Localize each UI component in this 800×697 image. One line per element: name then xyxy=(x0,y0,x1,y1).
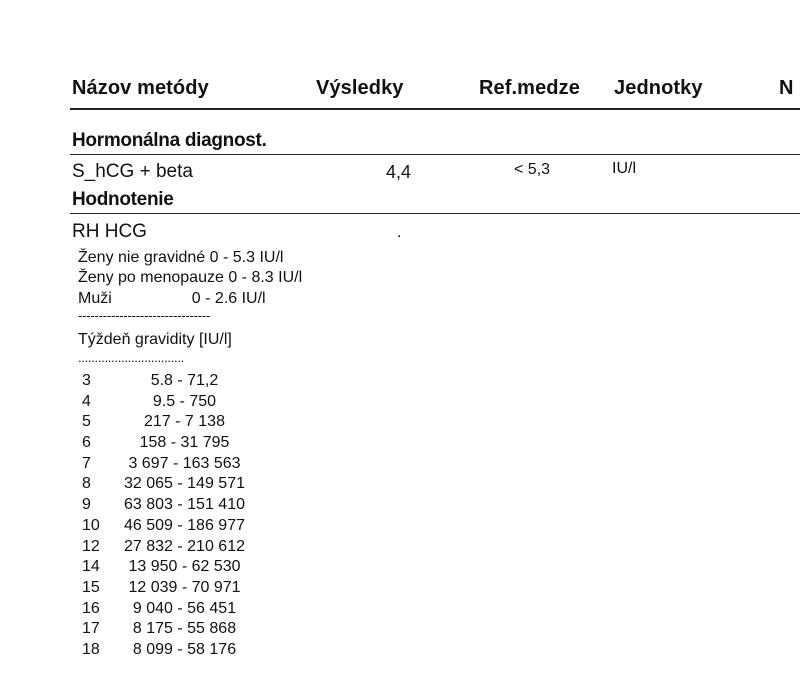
table-row xyxy=(82,454,342,475)
week-number: 14 xyxy=(82,558,100,576)
table-row xyxy=(82,619,342,640)
table-row xyxy=(82,392,342,413)
week-number: 5 xyxy=(82,413,91,431)
week-number: 4 xyxy=(82,392,91,410)
column-header-results: Výsledky xyxy=(316,77,404,99)
gestation-table xyxy=(82,371,342,661)
table-row xyxy=(82,474,342,495)
test-ref-range: < 5,3 xyxy=(514,161,551,178)
week-range: 9 040 - 56 451 xyxy=(132,599,237,617)
evaluation-divider xyxy=(70,213,800,214)
week-range: 158 - 31 795 xyxy=(139,434,230,452)
table-row xyxy=(82,537,342,558)
week-number: 17 xyxy=(82,620,100,638)
week-range: 63 803 - 151 410 xyxy=(124,496,245,514)
table-row xyxy=(82,412,342,433)
week-range: 27 832 - 210 612 xyxy=(124,537,245,555)
column-header-method: Názov metódy xyxy=(72,77,209,99)
reference-line-men: Muži 0 - 2.6 IU/l xyxy=(78,290,266,307)
week-number: 3 xyxy=(82,372,91,389)
week-number: 10 xyxy=(82,516,100,534)
test-name: S_hCG + beta xyxy=(72,161,193,182)
evaluation-section-title: Hodnotenie xyxy=(72,189,174,210)
week-range: 3 697 - 163 563 xyxy=(128,454,241,472)
section-title: Hormonálna diagnost. xyxy=(72,130,267,151)
test-units: IU/l xyxy=(612,160,636,177)
week-number: 6 xyxy=(82,434,91,452)
section-divider xyxy=(70,154,800,155)
week-number: 8 xyxy=(82,475,91,493)
table-row xyxy=(82,599,342,620)
week-number: 18 xyxy=(82,640,100,658)
week-range: 46 509 - 186 977 xyxy=(124,516,245,534)
table-row xyxy=(82,516,342,537)
evaluation-title: RH HCG xyxy=(72,221,147,242)
column-header-units: Jednotky xyxy=(614,77,703,99)
table-row xyxy=(82,433,342,454)
week-number: 9 xyxy=(82,496,91,514)
column-header-ref: Ref.medze xyxy=(479,77,580,99)
week-range: 8 099 - 58 176 xyxy=(132,640,237,658)
week-range: 13 950 - 62 530 xyxy=(128,558,241,576)
week-range: 217 - 7 138 xyxy=(144,413,225,431)
week-range: 8 175 - 55 868 xyxy=(132,620,237,638)
week-range: 32 065 - 149 571 xyxy=(124,475,245,493)
week-range: 12 039 - 70 971 xyxy=(128,578,241,596)
week-range: 9.5 - 750 xyxy=(152,392,217,410)
separator-line: -------------------------------- xyxy=(78,308,211,323)
table-row xyxy=(82,578,342,599)
dotted-separator: ................................ xyxy=(78,350,184,365)
table-row xyxy=(82,495,342,516)
table-row xyxy=(82,557,342,578)
reference-line-menopause: Ženy po menopauze 0 - 8.3 IU/l xyxy=(78,269,303,286)
week-range: 5.8 - 71,2 xyxy=(150,372,219,389)
reference-line-nonpregnant: Ženy nie gravidné 0 - 5.3 IU/l xyxy=(78,249,284,266)
header-divider xyxy=(70,108,800,110)
week-number: 15 xyxy=(82,578,100,596)
table-row xyxy=(82,640,342,661)
test-result: 4,4 xyxy=(386,162,412,182)
table-row xyxy=(82,371,342,392)
gestation-table-header: Týždeň gravidity [IU/l] xyxy=(78,331,232,348)
week-number: 16 xyxy=(82,599,100,617)
week-number: 7 xyxy=(82,454,91,472)
column-header-truncated: N xyxy=(779,77,794,99)
evaluation-result-dot: . xyxy=(397,224,402,241)
week-number: 12 xyxy=(82,537,100,555)
